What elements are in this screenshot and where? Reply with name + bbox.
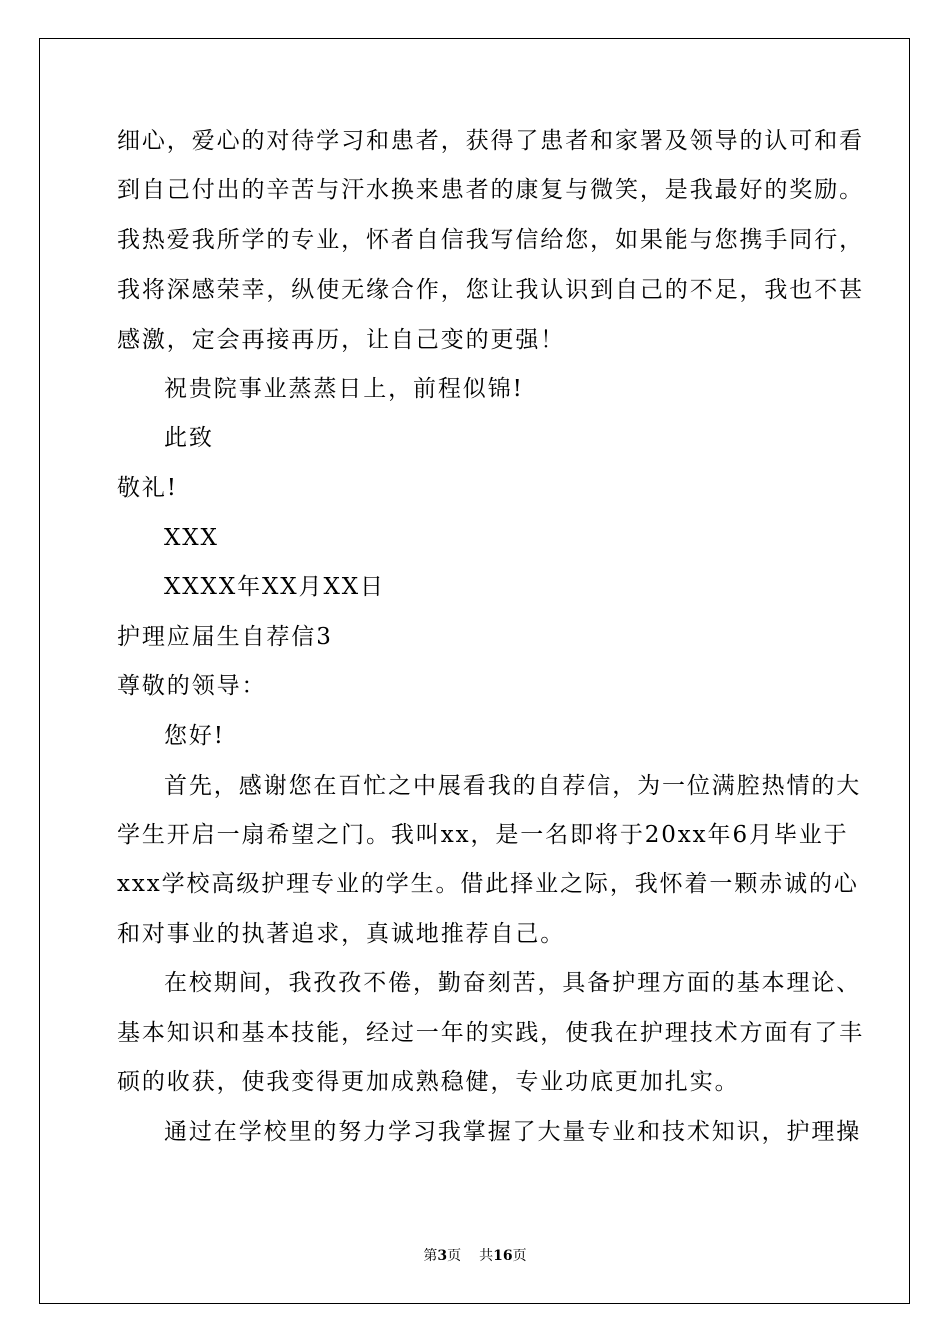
page-footer <box>0 1246 950 1266</box>
total-prefix: 共 <box>479 1248 494 1264</box>
page-total: 16 <box>493 1248 513 1264</box>
page-current: 3 <box>437 1248 448 1264</box>
signature-date: XXXX年XX月XX日 <box>164 574 385 600</box>
page-suffix: 页 <box>447 1248 462 1264</box>
text-line: 我将深感荣幸，纵使无缘合作，您让我认识到自己的不足，我也不甚 <box>117 277 864 303</box>
paragraph-line: 硕的收获，使我变得更加成熟稳健，专业功底更加扎实。 <box>117 1069 740 1095</box>
paragraph-line: 在校期间，我孜孜不倦，勤奋刻苦，具备护理方面的基本理论、 <box>164 970 862 996</box>
total-suffix: 页 <box>512 1248 527 1264</box>
paragraph-line: 学生开启一扇希望之门。我叫xx，是一名即将于20xx年6月毕业于 <box>117 822 849 848</box>
text-line: 细心，爱心的对待学习和患者，获得了患者和家署及领导的认可和看 <box>117 128 864 154</box>
paragraph-line: 基本知识和基本技能，经过一年的实践，使我在护理技术方面有了丰 <box>117 1020 864 1046</box>
salutation: 尊敬的领导： <box>117 673 267 699</box>
text-line: 我热爱我所学的专业，怀者自信我写信给您，如果能与您携手同行， <box>117 227 864 253</box>
salute-line: 敬礼! <box>117 475 178 501</box>
page-prefix: 第 <box>423 1248 438 1264</box>
paragraph-line: 首先，感谢您在百忙之中展看我的自荐信，为一位满腔热情的大 <box>164 773 862 799</box>
closing-line: 此致 <box>164 425 214 451</box>
text-line: 到自己付出的辛苦与汗水换来患者的康复与微笑，是我最好的奖励。 <box>117 177 864 203</box>
paragraph-line: 通过在学校里的努力学习我掌握了大量专业和技术知识，护理操 <box>164 1119 862 1145</box>
signature-name: XXX <box>164 525 219 551</box>
greeting: 您好! <box>164 723 225 749</box>
paragraph-line: xxx学校高级护理专业的学生。借此择业之际，我怀着一颗赤诚的心 <box>117 871 859 897</box>
section-title: 护理应届生自荐信3 <box>117 624 333 650</box>
text-line: 感激，定会再接再历，让自己变的更强！ <box>117 327 566 353</box>
wish-line: 祝贵院事业蒸蒸日上，前程似锦! <box>164 376 524 402</box>
paragraph-line: 和对事业的执著追求，真诚地推荐自己。 <box>117 921 566 947</box>
